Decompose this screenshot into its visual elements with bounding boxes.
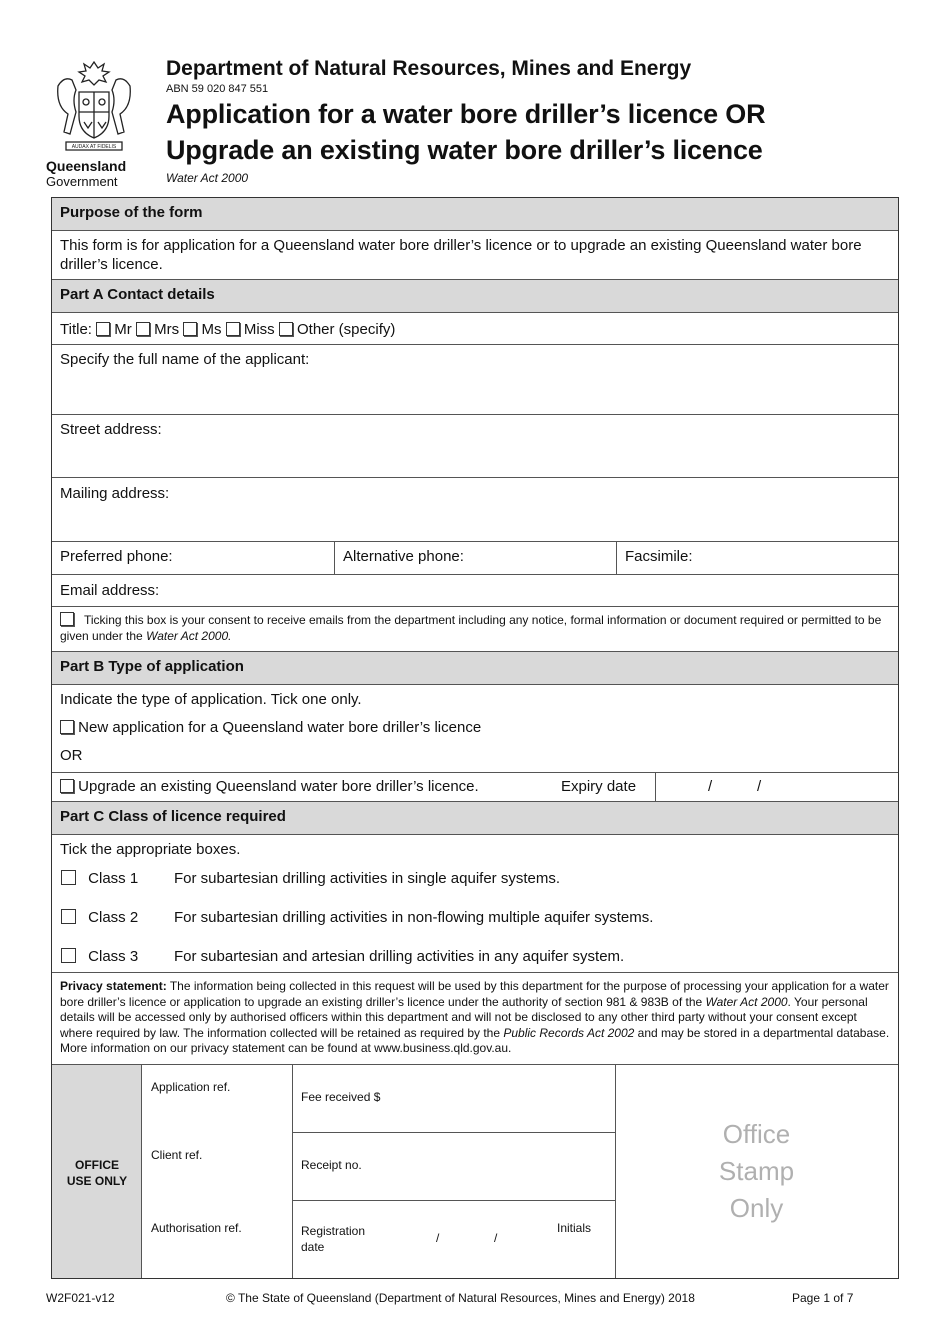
class-2-label: Class 2 — [88, 909, 139, 926]
act-name: Water Act 2000 — [166, 171, 249, 185]
purpose-heading-row — [52, 198, 898, 231]
queensland-government-logo — [46, 56, 142, 190]
phone-row — [52, 542, 898, 575]
office-use-section — [52, 1065, 898, 1278]
preferred-phone-label: Preferred phone: — [60, 548, 173, 565]
new-application-label: New application for a Queensland water bore driller’s licence — [78, 719, 482, 736]
email-consent-text: Ticking this box is your consent to receive emails from the department including any notice, formal information or document required or permitted to be given under the — [60, 613, 882, 643]
upgrade-option — [60, 778, 479, 795]
email-consent-act: Water Act 2000. — [146, 629, 232, 643]
title-other-label: Other (specify) — [297, 321, 396, 338]
date-separator: / — [757, 778, 762, 795]
purpose-text: This form is for application for a Queensland water bore driller’s licence or to upgrade an existing Queensland water bore driller’s licence. — [60, 237, 862, 273]
divider — [292, 1200, 615, 1201]
stamp-line2: Stamp — [718, 1156, 795, 1186]
title-mr-label: Mr — [114, 321, 132, 338]
title-miss-label: Miss — [243, 321, 275, 338]
stamp-line3: Only — [729, 1193, 784, 1223]
street-address-field[interactable] — [52, 415, 898, 478]
copyright: © The State of Queensland (Department of Natural Resources, Mines and Energy) 2018 — [226, 1291, 695, 1305]
title-mrs-label: Mrs — [154, 321, 180, 338]
application-type-block — [52, 685, 898, 802]
class-3-checkbox[interactable] — [61, 948, 76, 963]
full-name-label: Specify the full name of the applicant: — [60, 351, 310, 368]
expiry-date-field[interactable] — [655, 772, 899, 802]
part-b-heading-row — [52, 652, 898, 685]
facsimile-label: Facsimile: — [625, 548, 693, 565]
alternative-phone-label: Alternative phone: — [343, 548, 464, 565]
coat-of-arms-icon — [46, 56, 142, 156]
class-2-checkbox[interactable] — [61, 909, 76, 924]
privacy-label: Privacy statement: — [60, 979, 167, 993]
expiry-date-label: Expiry date — [561, 778, 637, 795]
class-1-checkbox[interactable] — [61, 870, 76, 885]
part-c-heading: Part C Class of licence required — [60, 808, 286, 825]
class-2-option — [61, 909, 138, 926]
initials-label: Initials — [557, 1221, 592, 1235]
class-1-option — [61, 870, 138, 887]
full-name-field[interactable] — [52, 345, 898, 415]
divider — [334, 542, 335, 574]
email-consent-row — [52, 607, 898, 652]
privacy-act-2: Public Records Act 2002 — [503, 1025, 635, 1040]
client-ref-label: Client ref. — [151, 1148, 203, 1162]
privacy-statement — [52, 973, 898, 1057]
form-code: W2F021-v12 — [46, 1291, 115, 1305]
email-consent-checkbox[interactable] — [60, 612, 74, 626]
office-use-label-line1: OFFICE — [75, 1158, 119, 1172]
registration-date-label — [301, 1223, 365, 1255]
class-3-option — [61, 948, 138, 965]
title-mrs-checkbox[interactable] — [136, 322, 150, 336]
date-separator: / — [436, 1231, 440, 1245]
form-title-line1: Application for a water bore driller’s licence OR — [166, 99, 766, 129]
or-label: OR — [60, 747, 83, 764]
email-address-field[interactable] — [52, 575, 898, 607]
part-a-heading-row — [52, 280, 898, 313]
part-a-heading: Part A Contact details — [60, 286, 215, 303]
title-row — [52, 313, 898, 345]
privacy-text-1: The information being collected in this request will be used by this department for the purpose of processing your application for a water bore driller’s licence or application to upgrade an existing driller’s licence under the authority of section 981 & 983B of the — [60, 979, 889, 1009]
application-form — [51, 197, 899, 1279]
divider — [292, 1065, 293, 1278]
email-consent — [52, 607, 898, 644]
divider — [292, 1132, 615, 1133]
form-title-line2: Upgrade an existing water bore driller’s licence — [166, 135, 763, 165]
upgrade-label: Upgrade an existing Queensland water bore driller’s licence. — [78, 778, 479, 795]
email-address-label: Email address: — [60, 582, 160, 599]
receipt-no-label: Receipt no. — [301, 1158, 362, 1172]
class-1-description: For subartesian drilling activities in single aquifer systems. — [174, 870, 560, 887]
registration-label-line1: Registration — [301, 1224, 366, 1238]
application-ref-label: Application ref. — [151, 1080, 231, 1094]
mailing-address-label: Mailing address: — [60, 485, 170, 502]
privacy-text-3: and may be stored in a departmental database. More information on our privacy statement can be found at www.business.qld.gov.au. — [60, 1025, 890, 1056]
class-3-description: For subartesian and artesian drilling activities in any aquifer system. — [174, 948, 625, 965]
title-options — [52, 313, 898, 339]
svg-text:AUDAX AT FIDELIS: AUDAX AT FIDELIS — [71, 144, 117, 150]
title-label: Title: — [60, 321, 92, 338]
fee-received-label: Fee received $ — [301, 1090, 381, 1104]
purpose-heading: Purpose of the form — [60, 204, 203, 221]
new-application-option — [60, 719, 481, 736]
divider — [616, 542, 617, 574]
class-1-label: Class 1 — [88, 870, 139, 887]
page-number: Page 1 of 7 — [792, 1291, 854, 1305]
office-use-label-line2: USE ONLY — [66, 1174, 128, 1188]
licence-class-block — [52, 835, 898, 973]
date-separator: / — [708, 778, 713, 795]
logo-text-queensland: Queensland — [46, 158, 127, 174]
date-separator: / — [494, 1231, 498, 1245]
title-miss-checkbox[interactable] — [226, 322, 240, 336]
registration-label-line2: date — [301, 1240, 325, 1254]
licence-class-instruction: Tick the appropriate boxes. — [60, 841, 241, 858]
stamp-line1: Office — [722, 1119, 791, 1149]
privacy-act-1: Water Act 2000 — [705, 994, 788, 1009]
logo-text-government: Government — [46, 174, 118, 189]
street-address-label: Street address: — [60, 421, 162, 438]
title-other-checkbox[interactable] — [279, 322, 293, 336]
authorisation-ref-label: Authorisation ref. — [151, 1221, 242, 1235]
abn: ABN 59 020 847 551 — [166, 83, 269, 95]
office-stamp-placeholder — [615, 1116, 898, 1227]
upgrade-checkbox[interactable] — [60, 779, 74, 793]
class-2-description: For subartesian drilling activities in non-flowing multiple aquifer systems. — [174, 909, 654, 926]
privacy-statement-row — [52, 973, 898, 1065]
title-ms-label: Ms — [201, 321, 222, 338]
title-ms-checkbox[interactable] — [183, 322, 197, 336]
office-use-label-cell — [52, 1065, 142, 1278]
department-name: Department of Natural Resources, Mines and Energy — [166, 57, 692, 80]
class-3-label: Class 3 — [88, 948, 139, 965]
office-use-label — [52, 1157, 142, 1189]
new-application-checkbox[interactable] — [60, 720, 74, 734]
purpose-text-row — [52, 231, 898, 280]
part-c-heading-row — [52, 802, 898, 835]
part-b-heading: Part B Type of application — [60, 658, 244, 675]
mailing-address-field[interactable] — [52, 478, 898, 542]
privacy-text-2: . Your personal details will be accessed only by authorised officers within this department and will not be disclosed to any other third party without your consent except where required by law. The information collected will be retained as required by the — [60, 994, 868, 1040]
application-type-instruction: Indicate the type of application. Tick one only. — [60, 691, 362, 708]
title-mr-checkbox[interactable] — [96, 322, 110, 336]
